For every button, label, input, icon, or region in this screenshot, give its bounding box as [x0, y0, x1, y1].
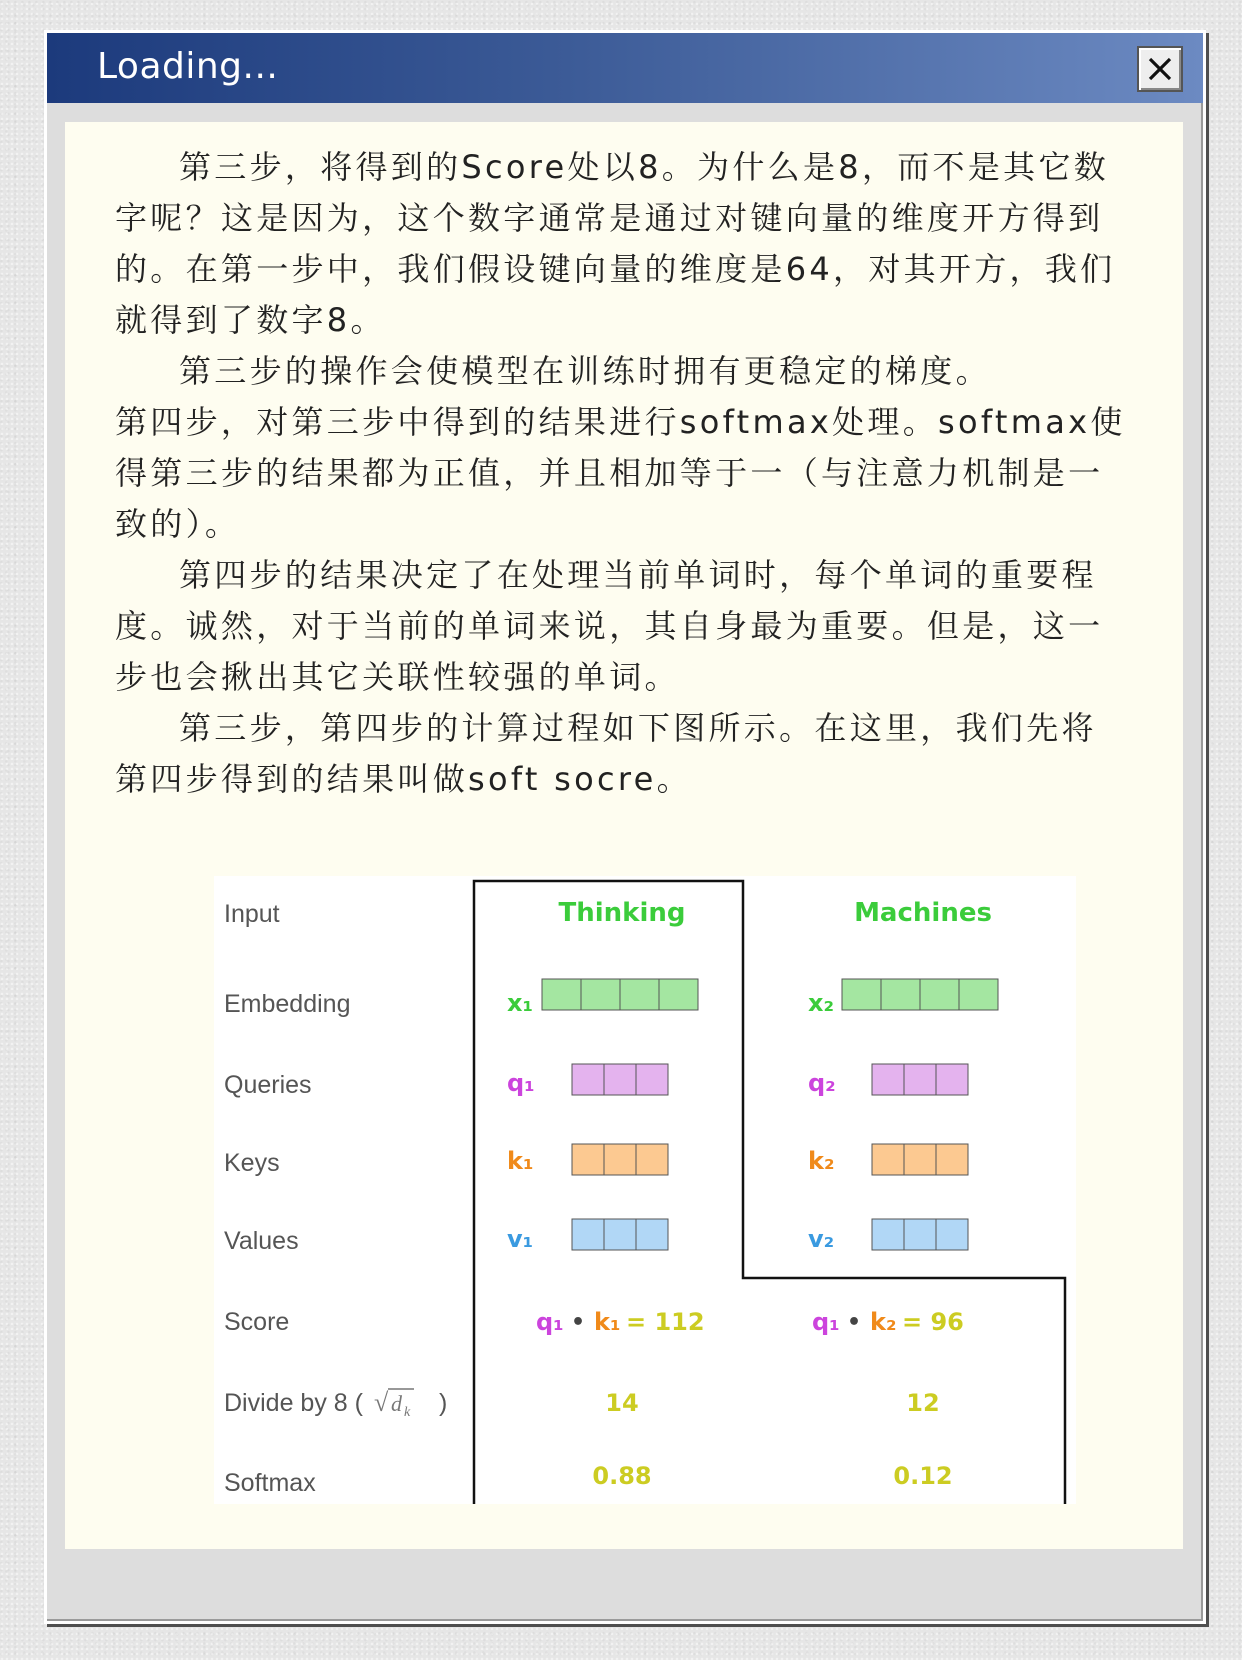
sqrt-variable: d: [391, 1391, 402, 1416]
word-label: Thinking: [558, 898, 686, 928]
query-cell: [572, 1064, 604, 1095]
row-label-keys: Keys: [224, 1149, 280, 1177]
key-cell: [572, 1144, 604, 1175]
row-label-divide: Divide by 8 (: [224, 1389, 363, 1417]
divided-score: 14: [605, 1389, 639, 1417]
embedding-cell: [959, 979, 998, 1010]
value-label: v₂: [808, 1225, 835, 1253]
key-label: k₁: [507, 1147, 534, 1175]
row-label-score: Score: [224, 1308, 290, 1336]
value-cell: [936, 1219, 968, 1250]
paragraph: 第三步，将得到的Score处以8。为什么是8，而不是其它数字呢？这是因为，这个数字通常是通过对键向量的维度开方得到的。在第一步中，我们假设键向量的维度是64，对其开方，我们就得到了数字8。: [115, 148, 1116, 339]
window-title: Loading...: [97, 46, 279, 87]
key-cell: [936, 1144, 968, 1175]
value-cell: [572, 1219, 604, 1250]
key-cell: [636, 1144, 668, 1175]
embedding-cell: [581, 979, 620, 1010]
article-text: [115, 142, 1127, 805]
row-label-embedding: Embedding: [224, 990, 351, 1018]
embedding-cell: [620, 979, 659, 1010]
close-button[interactable]: [1137, 46, 1183, 92]
paragraph: 第四步的结果决定了在处理当前单词时，每个单词的重要程度。诚然，对于当前的单词来说，其自身最为重要。但是，这一步也会揪出其它关联性较强的单词。: [115, 556, 1104, 696]
dialog-window: [44, 30, 1206, 1624]
sqrt-symbol: √: [374, 1388, 389, 1417]
score-value: = 96: [902, 1308, 964, 1336]
divided-score: 12: [906, 1389, 940, 1417]
value-cell: [872, 1219, 904, 1250]
key-cell: [904, 1144, 936, 1175]
sqrt-subscript: k: [404, 1405, 411, 1420]
row-label-divide-close: ): [439, 1389, 448, 1417]
value-cell: [636, 1219, 668, 1250]
score-query-label: q₁: [812, 1308, 840, 1336]
value-cell: [904, 1219, 936, 1250]
embedding-label: x₂: [808, 989, 834, 1017]
self-attention-diagram: [214, 876, 1076, 1504]
paragraph: 第三步的操作会使模型在训练时拥有更稳定的梯度。: [179, 352, 991, 390]
row-label-input: Input: [224, 900, 280, 928]
query-cell: [904, 1064, 936, 1095]
query-label: q₁: [507, 1069, 535, 1097]
paragraph: 第四步，对第三步中得到的结果进行softmax处理。softmax使得第三步的结果都为正值，并且相加等于一（与注意力机制是一致的）。: [115, 403, 1126, 543]
title-bar[interactable]: [47, 33, 1203, 103]
dot-product-symbol: •: [571, 1310, 586, 1335]
embedding-cell: [920, 979, 959, 1010]
key-cell: [604, 1144, 636, 1175]
query-cell: [936, 1064, 968, 1095]
key-label: k₂: [808, 1147, 835, 1175]
query-cell: [636, 1064, 668, 1095]
row-label-values: Values: [224, 1227, 299, 1255]
row-label-queries: Queries: [224, 1071, 312, 1099]
close-icon: [1146, 55, 1174, 83]
paragraph: 第三步，第四步的计算过程如下图所示。在这里，我们先将第四步得到的结果叫做soft socre。: [115, 709, 1097, 798]
embedding-cell: [659, 979, 698, 1010]
score-value: = 112: [626, 1308, 705, 1336]
value-cell: [604, 1219, 636, 1250]
query-cell: [604, 1064, 636, 1095]
embedding-cell: [542, 979, 581, 1010]
key-cell: [872, 1144, 904, 1175]
word-label: Machines: [854, 898, 992, 928]
query-cell: [872, 1064, 904, 1095]
embedding-label: x₁: [507, 989, 533, 1017]
score-key-label: k₂: [870, 1308, 897, 1336]
score-key-label: k₁: [594, 1308, 621, 1336]
dot-product-symbol: •: [847, 1310, 862, 1335]
embedding-cell: [881, 979, 920, 1010]
score-query-label: q₁: [536, 1308, 564, 1336]
softmax-value: 0.88: [592, 1462, 652, 1490]
softmax-value: 0.12: [893, 1462, 953, 1490]
query-label: q₂: [808, 1069, 836, 1097]
row-label-softmax: Softmax: [224, 1469, 316, 1497]
embedding-cell: [842, 979, 881, 1010]
value-label: v₁: [507, 1225, 534, 1253]
